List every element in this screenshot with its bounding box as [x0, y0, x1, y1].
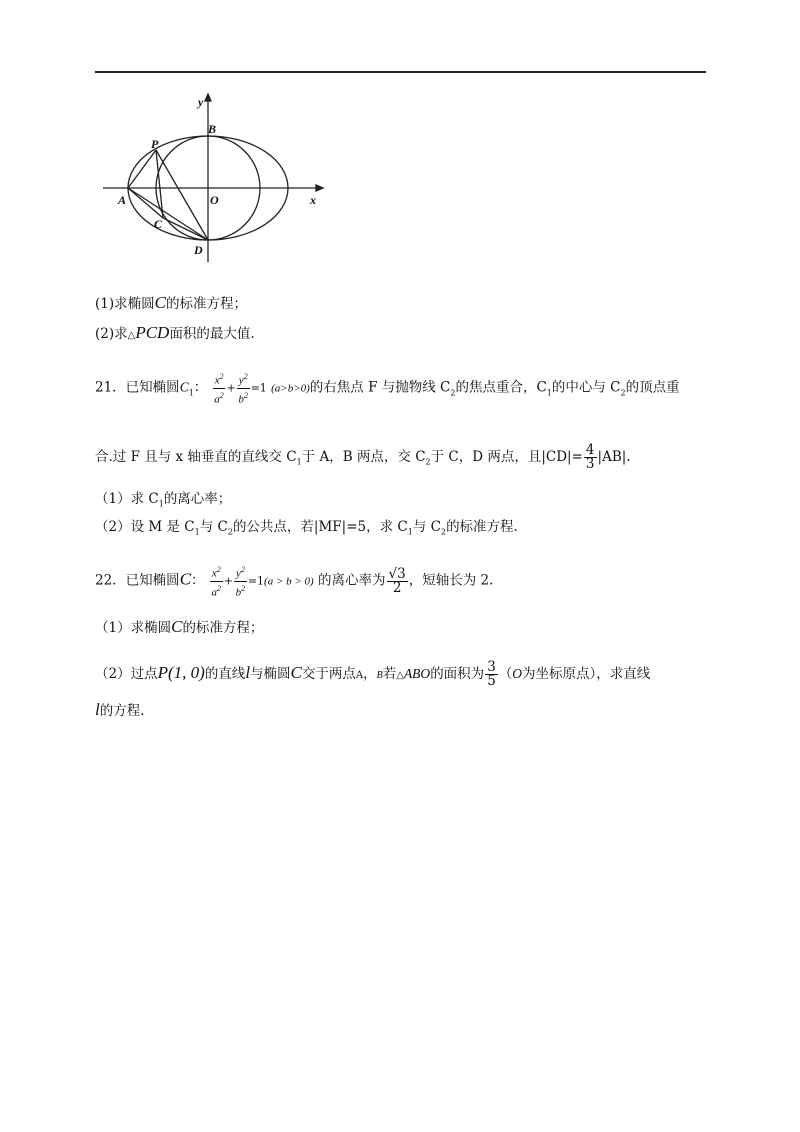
label-d: D: [194, 243, 203, 257]
label-y: y: [198, 95, 204, 109]
q21-frac-y: $\frac{y^2}{b^2}$: [238, 372, 248, 406]
q21-part2: （2）设 M 是 $C_1$与 $C_2$的公共点，若|MF|=5，求 $C_1$与 $C_2$的标准方程.: [95, 519, 518, 537]
label-c: C: [154, 217, 163, 231]
label-b: B: [208, 122, 217, 136]
q22-frac-y: $\frac{y^2}{b^2}$: [235, 565, 246, 599]
q21-stem-line2: 合.过 F 且与 x 轴垂直的直线交 $C_1$于 A，B 两点，交 $C_2$于 C，D 两点，且|CD|= $\frac{4}{3}$ |AB|.: [95, 442, 631, 472]
label-a: A: [118, 193, 127, 207]
label-o: O: [210, 193, 219, 207]
x-axis-arrow: [316, 185, 323, 191]
q21-frac-4-3: $\frac{4}{3}$: [585, 442, 595, 472]
q22-frac-ecc: $\frac{√3}{2}$: [388, 565, 406, 596]
q22-part1: （1）求椭圆C的标准方程；: [95, 617, 264, 636]
label-x: x: [310, 193, 316, 207]
q22-frac-area: $\frac{3}{5}$: [487, 659, 496, 689]
ellipse-circle-figure: [98, 92, 330, 264]
q21-part1: （1）求 $C_1$的离心率；: [95, 491, 232, 509]
line-ap: [128, 150, 156, 188]
header-rule: [95, 71, 706, 73]
q21-stem-line1: 21．已知椭圆$C_1$： $\frac{x^2}{a^2}$ + $\frac{y^2}{b^2}$ =1 (a>b>0)的右焦点 F 与抛物线 $C_2$的焦点重合，$C_1$的中心与 $C_2$的顶点重: [95, 372, 680, 406]
line-ad: [128, 188, 208, 240]
y-axis-arrow: [205, 94, 211, 101]
q22-part2: （2）过点P(1, 0)的直线l与椭圆C交于两点A，B若△ABO的面积为 $\frac{3}{5}$ （O为坐标原点），求直线: [95, 659, 651, 689]
line-pd: [156, 150, 208, 240]
q22-frac-x: $\frac{x^2}{a^2}$: [211, 565, 222, 599]
q20-part2: (2)求△PCD面积的最大值.: [95, 323, 255, 342]
q20-part1: (1)求椭圆C的标准方程；: [95, 293, 247, 312]
q22-part2-cont: l的方程.: [95, 700, 145, 719]
q21-frac-x: $\frac{x^2}{a^2}$: [214, 372, 224, 406]
label-p: P: [151, 137, 159, 151]
q22-stem: 22．已知椭圆C： $\frac{x^2}{a^2}$ + $\frac{y^2}{b^2}$ =1(a > b > 0) 的离心率为 $\frac{√3}{2}$ ，短轴长为 2.: [95, 565, 494, 599]
